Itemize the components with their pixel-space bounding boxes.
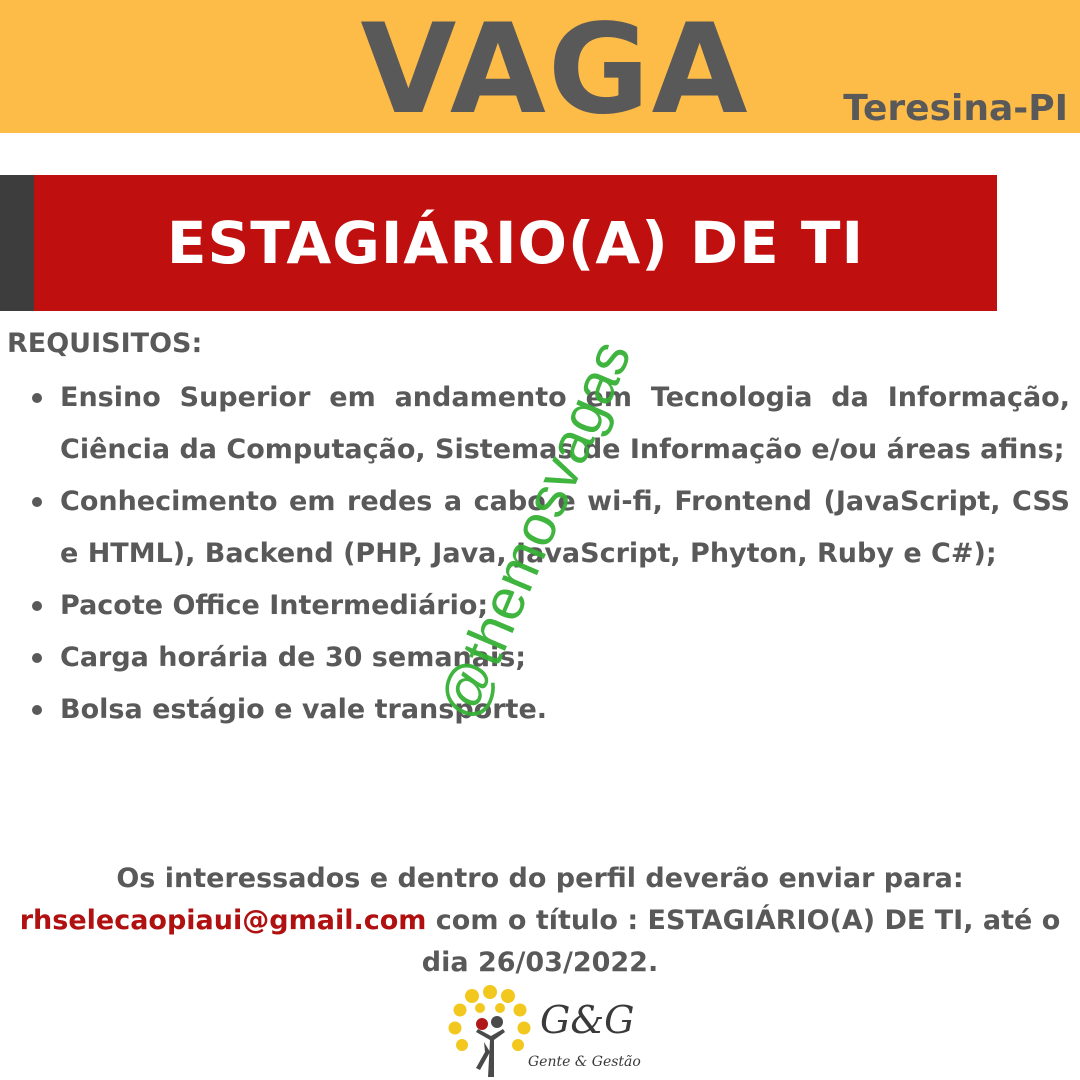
instructions-line: Os interessados e dentro do perfil deverão enviar para: (116, 863, 964, 894)
banner-accent-bar (0, 175, 34, 311)
company-logo (440, 982, 660, 1080)
requirement-item: Pacote Office Intermediário; (60, 580, 1070, 632)
instructions-deadline: com o título : ESTAGIÁRIO(A) DE TI, até o dia 26/03/2022. (421, 905, 1061, 978)
logo-tagline: Gente & Gestão (528, 1054, 641, 1070)
requirement-item: Ensino Superior em andamento em Tecnologia da Informação, Ciência da Computação, Sistemas de Informação e/ou áreas afins; (60, 372, 1070, 476)
requirement-item: Conhecimento em redes a cabo e wi-fi, Frontend (JavaScript, CSS e HTML), Backend (PHP, Java, JavaScript, Phyton, Ruby e C#); (60, 476, 1070, 580)
logo-name: G&G (540, 998, 635, 1042)
city-label: Teresina-PI (843, 88, 1068, 129)
requirement-item: Bolsa estágio e vale transporte. (60, 684, 1070, 736)
requirements-heading: REQUISITOS: (7, 328, 203, 359)
page-title: VAGA (360, 0, 750, 142)
watermark-handle: @themosvagas (426, 331, 644, 729)
application-instructions (10, 858, 1070, 984)
job-title: ESTAGIÁRIO(A) DE TI (166, 209, 865, 277)
requirement-item: Carga horária de 30 semanais; (60, 632, 1070, 684)
contact-email-link[interactable]: rhselecaopiaui@gmail.com (19, 905, 427, 936)
tree-people-icon (440, 982, 540, 1080)
instructions-contact (10, 900, 1070, 984)
